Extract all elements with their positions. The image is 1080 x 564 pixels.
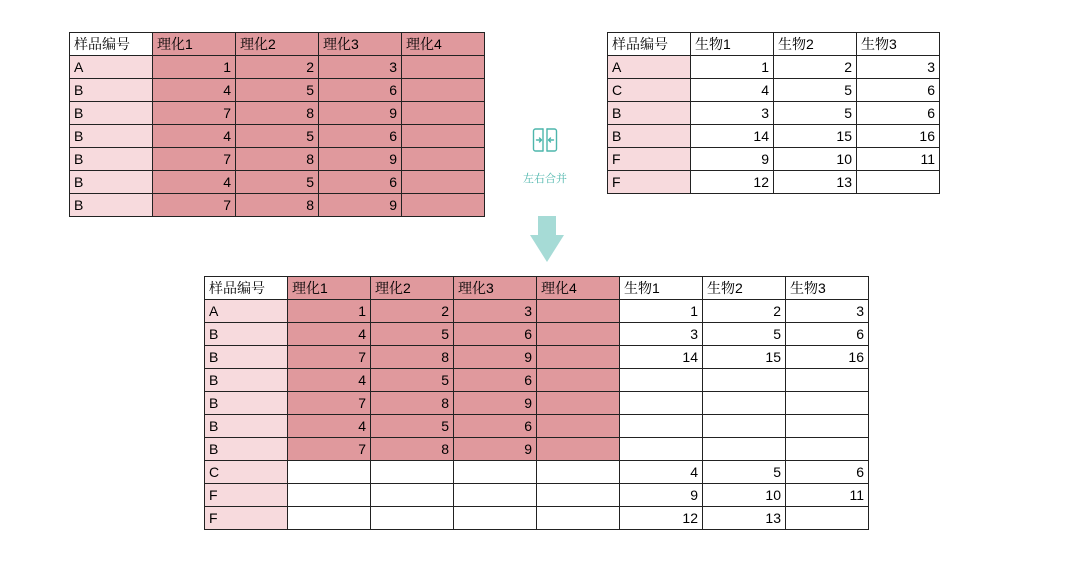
value-cell: 11 [786, 484, 869, 507]
value-cell [371, 461, 454, 484]
value-cell: 3 [691, 102, 774, 125]
table-row [205, 484, 869, 507]
value-cell: 16 [786, 346, 869, 369]
column-header: 理化1 [288, 277, 371, 300]
column-header: 理化4 [537, 277, 620, 300]
table-row [70, 56, 485, 79]
value-cell: 5 [774, 79, 857, 102]
value-cell [537, 369, 620, 392]
value-cell [537, 392, 620, 415]
value-cell: 4 [288, 323, 371, 346]
value-cell: 6 [857, 79, 940, 102]
table-row [205, 415, 869, 438]
value-cell: 11 [857, 148, 940, 171]
value-cell [371, 507, 454, 530]
value-cell: 6 [319, 79, 402, 102]
value-cell: 12 [691, 171, 774, 194]
column-header: 理化3 [319, 33, 402, 56]
value-cell: 8 [236, 194, 319, 217]
value-cell: 3 [620, 323, 703, 346]
column-header: 理化4 [402, 33, 485, 56]
column-header: 理化3 [454, 277, 537, 300]
sample-id-cell: B [205, 415, 288, 438]
sample-id-cell: B [70, 79, 153, 102]
value-cell: 14 [620, 346, 703, 369]
sample-id-cell: B [70, 148, 153, 171]
value-cell: 10 [703, 484, 786, 507]
value-cell: 9 [319, 194, 402, 217]
merged-table [204, 276, 869, 530]
value-cell: 8 [236, 102, 319, 125]
value-cell [537, 461, 620, 484]
value-cell [703, 369, 786, 392]
value-cell [537, 346, 620, 369]
table-row [205, 323, 869, 346]
value-cell [703, 392, 786, 415]
value-cell [288, 461, 371, 484]
value-cell: 14 [691, 125, 774, 148]
sample-id-cell: B [205, 323, 288, 346]
sample-id-cell: B [608, 125, 691, 148]
table-row [70, 125, 485, 148]
value-cell: 3 [786, 300, 869, 323]
sample-id-cell: F [205, 484, 288, 507]
value-cell: 5 [703, 323, 786, 346]
value-cell: 5 [774, 102, 857, 125]
value-cell: 13 [703, 507, 786, 530]
value-cell: 4 [153, 125, 236, 148]
value-cell: 1 [620, 300, 703, 323]
table-row [608, 102, 940, 125]
value-cell: 2 [774, 56, 857, 79]
value-cell [537, 300, 620, 323]
value-cell [620, 438, 703, 461]
value-cell: 5 [371, 323, 454, 346]
table-row [70, 148, 485, 171]
value-cell: 7 [288, 438, 371, 461]
value-cell [402, 125, 485, 148]
value-cell: 13 [774, 171, 857, 194]
value-cell [786, 438, 869, 461]
table-row [205, 392, 869, 415]
table-row [608, 125, 940, 148]
value-cell: 7 [153, 194, 236, 217]
value-cell: 3 [454, 300, 537, 323]
value-cell: 1 [691, 56, 774, 79]
value-cell [454, 507, 537, 530]
value-cell [537, 507, 620, 530]
value-cell: 6 [786, 461, 869, 484]
value-cell [703, 438, 786, 461]
value-cell [402, 148, 485, 171]
value-cell: 6 [454, 415, 537, 438]
value-cell: 4 [288, 415, 371, 438]
column-header-sample-id: 样品编号 [70, 33, 153, 56]
sample-id-cell: B [608, 102, 691, 125]
column-header: 理化1 [153, 33, 236, 56]
column-header: 生物2 [774, 33, 857, 56]
sample-id-cell: A [70, 56, 153, 79]
value-cell: 6 [454, 369, 537, 392]
value-cell: 7 [153, 148, 236, 171]
value-cell: 9 [319, 102, 402, 125]
table-row [70, 102, 485, 125]
table-row [608, 148, 940, 171]
value-cell [620, 392, 703, 415]
value-cell: 6 [786, 323, 869, 346]
column-header-sample-id: 样品编号 [608, 33, 691, 56]
value-cell: 6 [319, 125, 402, 148]
header-row [608, 33, 940, 56]
table-row [205, 507, 869, 530]
value-cell [402, 102, 485, 125]
value-cell: 7 [288, 346, 371, 369]
table-row [70, 79, 485, 102]
column-header: 生物3 [786, 277, 869, 300]
sample-id-cell: B [70, 125, 153, 148]
column-header: 理化2 [236, 33, 319, 56]
value-cell [402, 171, 485, 194]
value-cell [537, 438, 620, 461]
value-cell: 5 [236, 171, 319, 194]
value-cell: 5 [371, 415, 454, 438]
value-cell [786, 415, 869, 438]
table-row [205, 461, 869, 484]
value-cell [454, 484, 537, 507]
value-cell [786, 369, 869, 392]
column-header: 生物2 [703, 277, 786, 300]
value-cell [537, 484, 620, 507]
value-cell [537, 415, 620, 438]
physchem-table [69, 32, 485, 217]
value-cell: 7 [288, 392, 371, 415]
value-cell [402, 56, 485, 79]
value-cell [620, 369, 703, 392]
value-cell: 1 [288, 300, 371, 323]
value-cell [786, 507, 869, 530]
value-cell: 4 [691, 79, 774, 102]
value-cell [288, 484, 371, 507]
value-cell: 4 [153, 79, 236, 102]
sample-id-cell: F [608, 148, 691, 171]
sample-id-cell: A [608, 56, 691, 79]
value-cell: 16 [857, 125, 940, 148]
arrow-down-icon [528, 214, 566, 264]
table-row [205, 300, 869, 323]
value-cell: 6 [857, 102, 940, 125]
value-cell: 6 [454, 323, 537, 346]
value-cell: 2 [703, 300, 786, 323]
sample-id-cell: F [205, 507, 288, 530]
value-cell [620, 415, 703, 438]
header-row [70, 33, 485, 56]
value-cell: 8 [371, 346, 454, 369]
value-cell: 8 [236, 148, 319, 171]
value-cell: 12 [620, 507, 703, 530]
column-header-sample-id: 样品编号 [205, 277, 288, 300]
value-cell: 4 [620, 461, 703, 484]
value-cell [857, 171, 940, 194]
value-cell [371, 484, 454, 507]
value-cell: 4 [153, 171, 236, 194]
value-cell: 5 [236, 125, 319, 148]
value-cell: 1 [153, 56, 236, 79]
table-row [70, 171, 485, 194]
table-row [70, 194, 485, 217]
value-cell: 3 [319, 56, 402, 79]
table-row [205, 438, 869, 461]
column-header: 理化2 [371, 277, 454, 300]
sample-id-cell: A [205, 300, 288, 323]
sample-id-cell: C [205, 461, 288, 484]
value-cell: 9 [620, 484, 703, 507]
merge-columns-icon [530, 125, 560, 155]
table-row [205, 346, 869, 369]
value-cell: 9 [454, 392, 537, 415]
value-cell [402, 79, 485, 102]
value-cell: 9 [454, 346, 537, 369]
column-header: 生物1 [620, 277, 703, 300]
sample-id-cell: B [205, 369, 288, 392]
value-cell [288, 507, 371, 530]
value-cell: 9 [454, 438, 537, 461]
header-row [205, 277, 869, 300]
table-row [608, 56, 940, 79]
value-cell: 2 [371, 300, 454, 323]
value-cell: 2 [236, 56, 319, 79]
sample-id-cell: C [608, 79, 691, 102]
value-cell: 5 [371, 369, 454, 392]
sample-id-cell: B [70, 102, 153, 125]
value-cell: 8 [371, 438, 454, 461]
sample-id-cell: B [205, 438, 288, 461]
value-cell [454, 461, 537, 484]
value-cell: 15 [703, 346, 786, 369]
bio-table [607, 32, 940, 194]
value-cell [786, 392, 869, 415]
sample-id-cell: B [205, 392, 288, 415]
value-cell: 5 [703, 461, 786, 484]
value-cell: 9 [691, 148, 774, 171]
column-header: 生物1 [691, 33, 774, 56]
column-header: 生物3 [857, 33, 940, 56]
merge-label: 左右合并 [523, 172, 567, 185]
sample-id-cell: F [608, 171, 691, 194]
value-cell: 10 [774, 148, 857, 171]
table-row [608, 79, 940, 102]
value-cell [537, 323, 620, 346]
value-cell: 5 [236, 79, 319, 102]
value-cell: 8 [371, 392, 454, 415]
value-cell [402, 194, 485, 217]
table-row [205, 369, 869, 392]
value-cell [703, 415, 786, 438]
table-row [608, 171, 940, 194]
value-cell: 4 [288, 369, 371, 392]
sample-id-cell: B [205, 346, 288, 369]
value-cell: 7 [153, 102, 236, 125]
sample-id-cell: B [70, 171, 153, 194]
sample-id-cell: B [70, 194, 153, 217]
value-cell: 3 [857, 56, 940, 79]
value-cell: 6 [319, 171, 402, 194]
value-cell: 15 [774, 125, 857, 148]
value-cell: 9 [319, 148, 402, 171]
